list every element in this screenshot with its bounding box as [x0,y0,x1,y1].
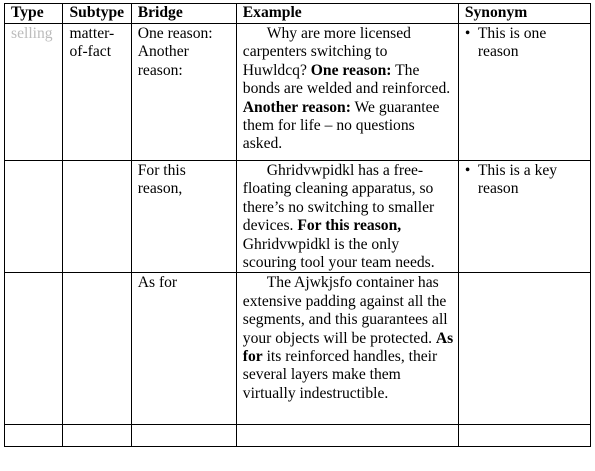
subtype-cell [63,161,131,273]
document-table [4,3,591,447]
header-subtype: Subtype [63,4,131,24]
synonym-cell [458,161,590,273]
bridge-cell: One reason: Another reason: [131,24,236,161]
bridge-cell: As for [131,273,236,425]
example-text-part: The Ajwkjsfo container has extensive padding against all the segments, and this guarantees all your objects will be protected. [242,274,448,347]
subtype-cell [63,273,131,425]
example-text-part: its reinforced handles, their several layers make them virtually indestructible. [242,348,438,402]
type-cell [5,161,63,273]
type-cell [5,425,63,447]
table-row [5,24,591,161]
subtype-cell [63,425,131,447]
example-text [243,274,454,403]
example-cell [236,161,458,273]
example-text-part: Why are more licensed carpenters switching to Huwldcq? [242,25,411,79]
header-bridge: Bridge [131,4,236,24]
header-type: Type [5,4,63,24]
synonym-list [465,162,586,199]
bridge-cell: For this reason, [131,161,236,273]
bridge-phrase: One reason: [310,61,392,79]
example-text-part: Ghridvwpidkl is the only scouring tool your team needs. [242,235,435,272]
example-cell [236,425,458,447]
synonym-item: • This is a key reason [465,162,586,199]
bridge-phrase: As for [242,329,454,366]
synonym-cell [458,425,590,447]
bridge-phrase: Another reason: [242,98,351,116]
type-cell: selling [5,24,63,161]
example-text-part: We guarantee them for life – no questions asked. [242,98,440,153]
example-cell [236,24,458,161]
header-example: Example [236,4,458,24]
bridge-cell [131,425,236,447]
table-row [5,273,591,425]
bridge-phrase: For this reason, [297,217,402,235]
subtype-cell: matter-of-fact [63,24,131,161]
example-cell [236,273,458,425]
example-text [243,25,454,154]
synonym-list [465,25,586,62]
example-text-part: Ghridvwpidkl has a free-floating cleaning apparatus, so there’s no switching to smaller devices. [242,162,435,235]
table-header-row [5,4,591,24]
synonym-cell [458,24,590,161]
synonym-cell [458,273,590,425]
synonym-item: • This is one reason [465,25,586,62]
example-text-part: The bonds are welded and reinforced. [242,61,451,98]
table-row-partial [5,425,591,447]
table-row [5,161,591,273]
type-cell [5,273,63,425]
header-synonym: Synonym [458,4,590,24]
example-text [243,162,454,272]
